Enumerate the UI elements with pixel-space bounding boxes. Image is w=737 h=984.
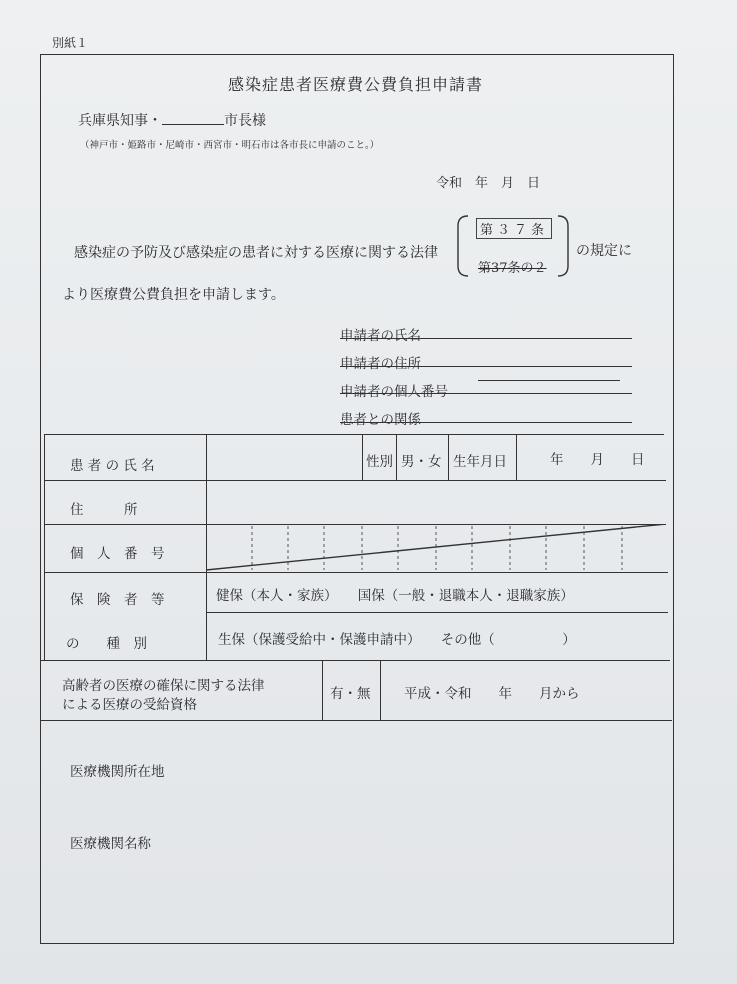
table-rule (44, 572, 668, 573)
insurance-options-row1[interactable]: 健保（本人・家族） 国保（一般・退職本人・退職家族） (216, 588, 574, 604)
table-rule (40, 720, 672, 721)
table-rule (322, 660, 323, 720)
addressee-prefix: 兵庫県知事・ (78, 113, 162, 129)
relation-field[interactable] (340, 422, 632, 423)
sex-options[interactable]: 男・女 (401, 454, 442, 470)
insurer-label-line1: 保 険 者 等 (70, 592, 165, 608)
insurer-label-line2: の 種 別 (66, 636, 147, 652)
applicant-id-label: 申請者の個人番号 (340, 384, 448, 400)
facility-name-label: 医療機関名称 (70, 836, 151, 852)
article-option-37[interactable]: 第３７条 (476, 218, 552, 239)
relation-label: 患者との関係 (340, 412, 421, 428)
city-name-blank[interactable] (162, 112, 224, 125)
applicant-address-label: 申請者の住所 (340, 356, 421, 372)
elderly-options[interactable]: 有・無 (330, 686, 371, 702)
id-number-boxes[interactable] (206, 524, 668, 572)
patient-name-field[interactable] (208, 436, 360, 478)
elderly-label-line2: による医療の受給資格 (62, 697, 197, 713)
table-rule (516, 434, 517, 480)
table-rule (362, 434, 363, 480)
law-suffix: の規定に (576, 243, 632, 259)
applicant-id-field[interactable] (478, 380, 620, 381)
applicant-id-underline (340, 393, 632, 394)
address-label: 住 所 (70, 502, 138, 518)
form-title: 感染症患者医療費公費負担申請書 (228, 75, 484, 94)
insurance-options-row2[interactable]: 生保（保護受給中・保護申請中） その他（ ） (218, 632, 576, 648)
applicant-name-label: 申請者の氏名 (340, 328, 421, 344)
birth-date-field[interactable]: 年 月 日 (550, 452, 645, 468)
addressee-suffix: 市長様 (224, 113, 266, 129)
submission-note: （神戸市・姫路市・尼崎市・西宮市・明石市は各市長に申請のこと。） (80, 140, 380, 151)
table-rule (396, 434, 397, 480)
facility-address-label: 医療機関所在地 (70, 764, 165, 780)
applicant-name-field[interactable] (340, 338, 632, 339)
table-rule (44, 434, 45, 660)
birth-date-label: 生年月日 (453, 454, 507, 470)
article-option-37-2[interactable]: 第37条の２ (478, 261, 547, 276)
annex-label: 別紙１ (52, 36, 89, 50)
date-field[interactable]: 令和 年 月 日 (436, 176, 541, 191)
law-continuation: より医療費公費負担を申請します。 (62, 287, 285, 303)
patient-name-label: 患 者 の 氏 名 (70, 458, 155, 474)
table-rule (40, 660, 670, 661)
table-rule (380, 660, 381, 720)
sex-label: 性別 (366, 454, 393, 470)
patient-address-field[interactable] (208, 482, 664, 522)
law-text: 感染症の予防及び感染症の患者に対する医療に関する法律 (74, 245, 438, 261)
table-rule (206, 612, 668, 613)
applicant-address-field[interactable] (340, 366, 632, 367)
id-number-label: 個 人 番 号 (70, 546, 165, 562)
table-rule (448, 434, 449, 480)
elderly-label-line1: 高齢者の医療の確保に関する法律 (62, 678, 265, 694)
addressee (78, 110, 266, 130)
elderly-since-field[interactable]: 平成・令和 年 月から (404, 686, 580, 702)
